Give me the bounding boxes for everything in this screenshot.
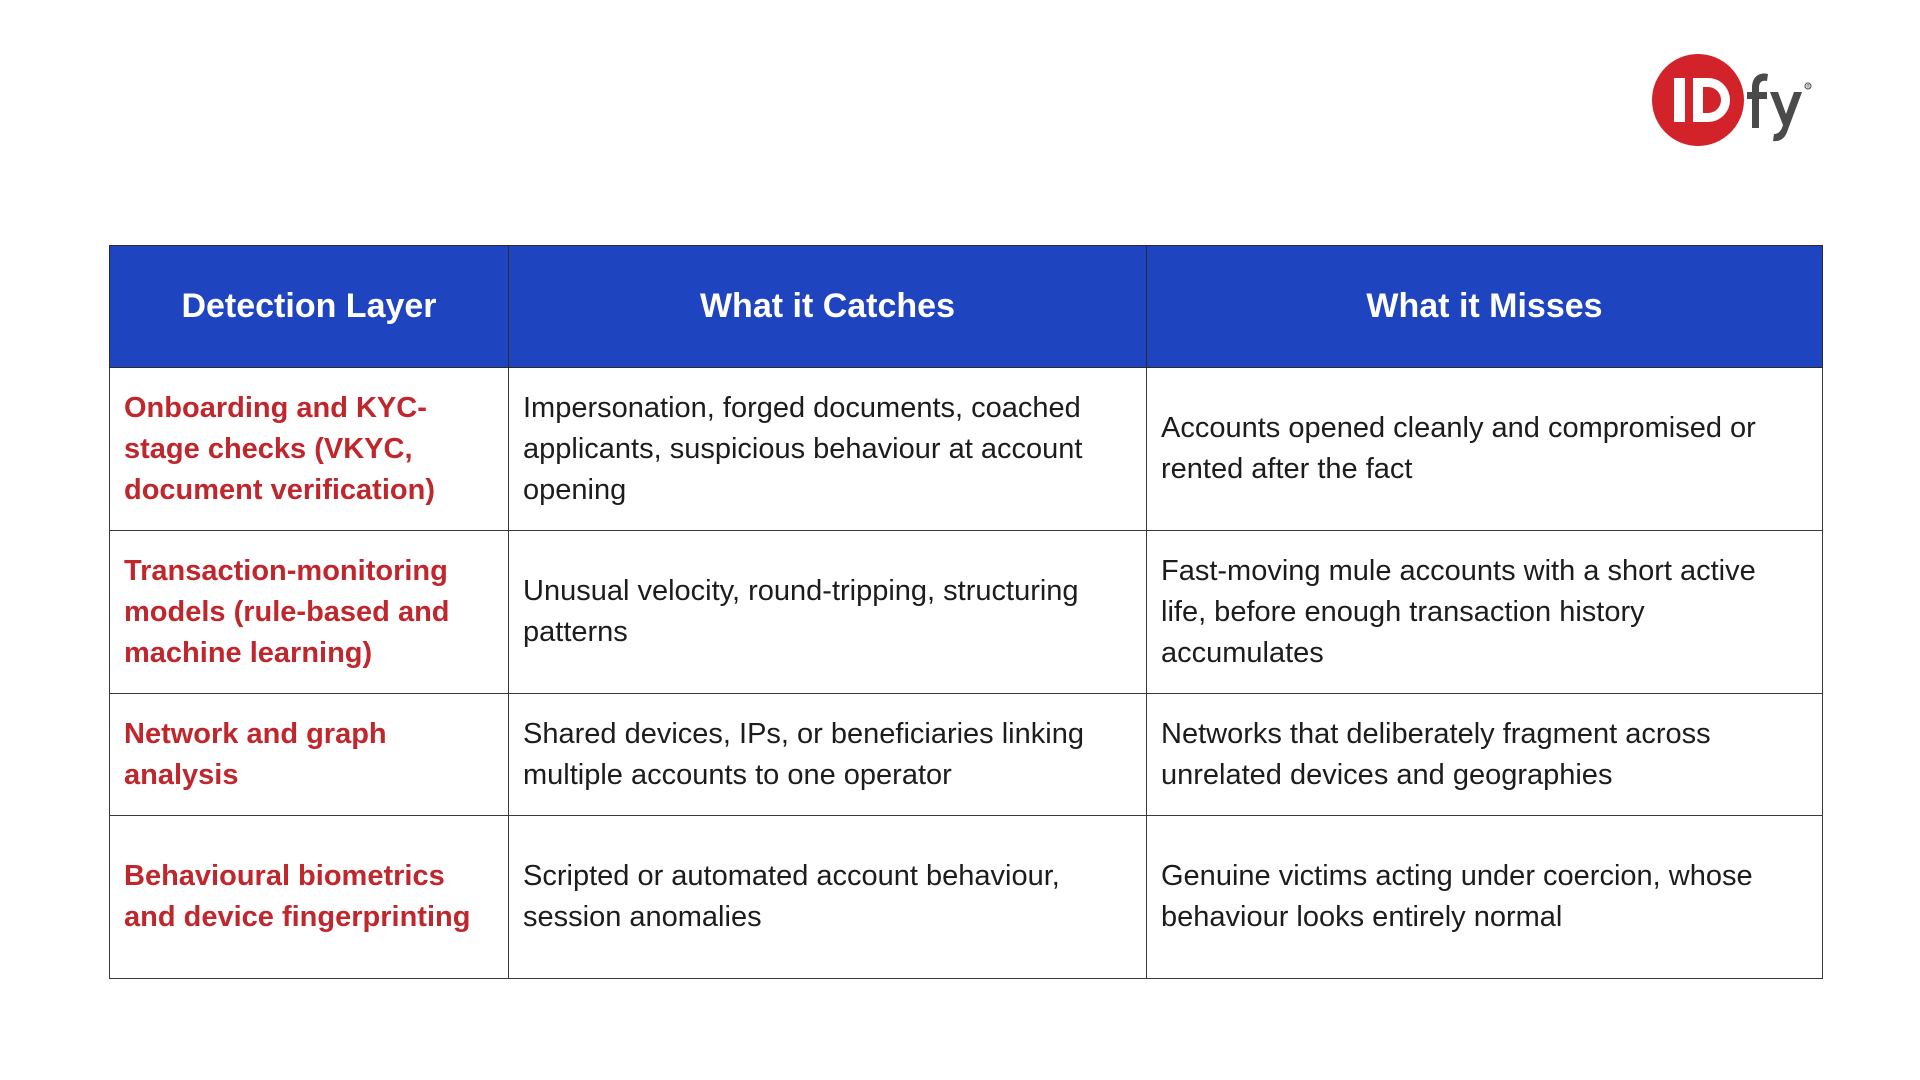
layer-cell: Network and graph analysis	[110, 694, 509, 816]
misses-cell: Fast-moving mule accounts with a short active life, before enough transaction history accumulates	[1147, 531, 1823, 694]
misses-cell: Networks that deliberately fragment across unrelated devices and geographies	[1147, 694, 1823, 816]
svg-text:®: ®	[1805, 84, 1811, 90]
header-what-it-misses: What it Misses	[1147, 246, 1823, 368]
table-header-row	[110, 246, 1823, 368]
misses-cell: Accounts opened cleanly and compromised or rented after the fact	[1147, 368, 1823, 531]
catches-cell: Shared devices, IPs, or beneficiaries linking multiple accounts to one operator	[509, 694, 1147, 816]
header-detection-layer: Detection Layer	[110, 246, 509, 368]
catches-cell: Unusual velocity, round-tripping, structuring patterns	[509, 531, 1147, 694]
table-row	[110, 816, 1823, 979]
layer-cell: Transaction-monitoring models (rule-based and machine learning)	[110, 531, 509, 694]
layer-cell: Onboarding and KYC-stage checks (VKYC, document verification)	[110, 368, 509, 531]
misses-cell: Genuine victims acting under coercion, whose behaviour looks entirely normal	[1147, 816, 1823, 979]
idfy-logo-icon	[1648, 48, 1818, 158]
idfy-logo	[1648, 48, 1818, 158]
layer-cell: Behavioural biometrics and device fingerprinting	[110, 816, 509, 979]
detection-layers-table	[109, 245, 1822, 979]
catches-cell: Impersonation, forged documents, coached applicants, suspicious behaviour at account opening	[509, 368, 1147, 531]
table-row	[110, 368, 1823, 531]
table-row	[110, 694, 1823, 816]
header-what-it-catches: What it Catches	[509, 246, 1147, 368]
catches-cell: Scripted or automated account behaviour, session anomalies	[509, 816, 1147, 979]
table-row	[110, 531, 1823, 694]
